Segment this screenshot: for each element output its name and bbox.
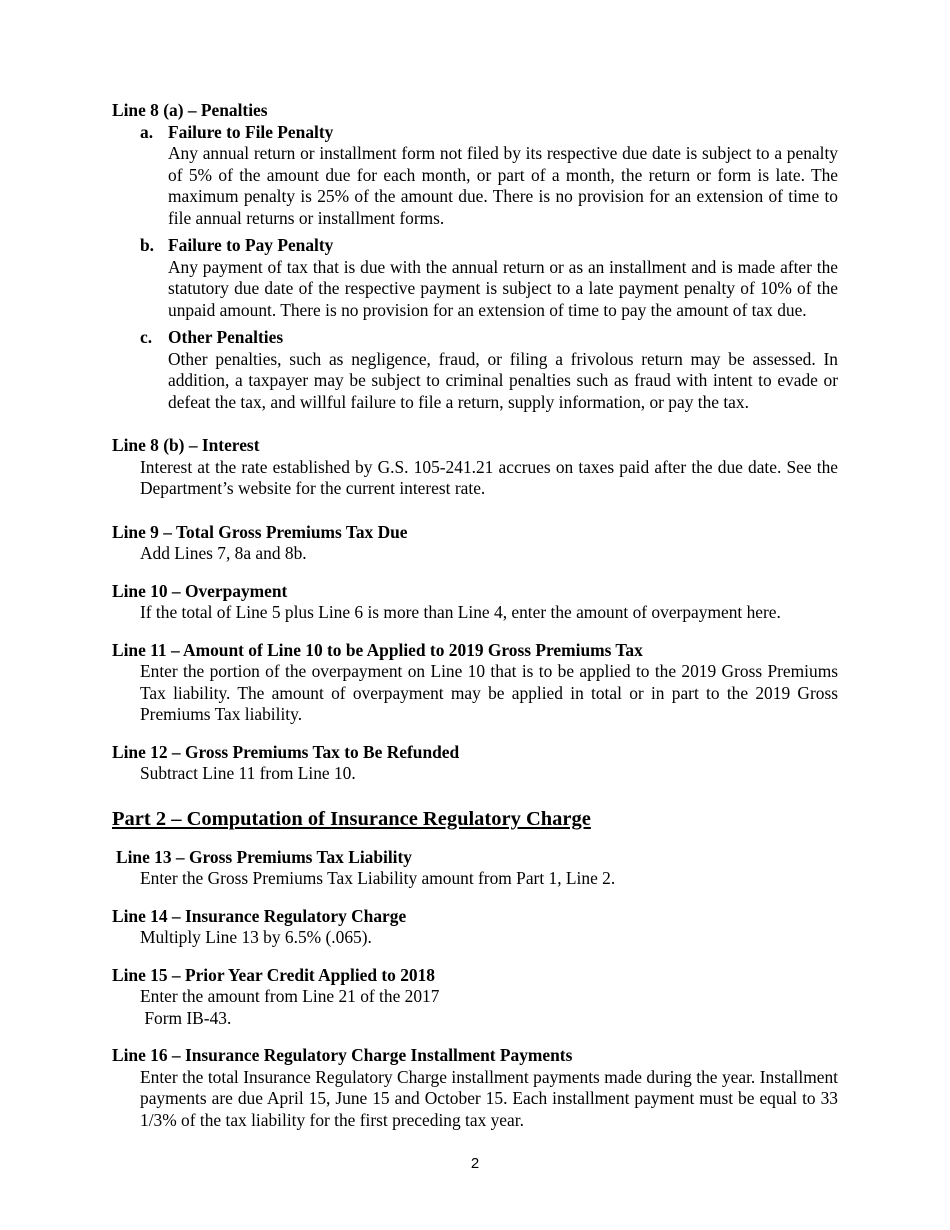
line-10-heading: Line 10 – Overpayment [112,580,288,601]
penalty-item-text: Any annual return or installment form not filed by its respective due date is subject to a penalty of 5% of the amount due for each month, or part of a month, the return or form is late. The maximum penalty is 25% of the amount due. There is no provision for an extension of time to file annual returns or installment forms. [168,143,838,228]
line-15-heading: Line 15 – Prior Year Credit Applied to 2018 [112,964,436,985]
line-8b-text: Interest at the rate established by G.S. 105-241.21 accrues on taxes paid after the due date. See the Department’s website for the current interest rate. [140,456,838,498]
part-2-heading: Part 2 – Computation of Insurance Regulatory Charge [112,807,591,830]
line-15-text-1: Enter the amount from Line 21 of the 2017 [140,986,440,1006]
section-line-16 [112,1045,838,1131]
section-line-11 [112,640,838,726]
line-8a-heading: Line 8 (a) – Penalties [112,100,268,120]
line-9-heading: Line 9 – Total Gross Premiums Tax Due [112,521,408,542]
line-8b-heading: Line 8 (b) – Interest [112,435,260,455]
penalty-item-title: Other Penalties [168,327,284,347]
line-9-text: Add Lines 7, 8a and 8b. [140,543,307,563]
penalty-item-failure-to-file [140,122,838,230]
line-13-heading: Line 13 – Gross Premiums Tax Liability [116,846,413,867]
page-number: 2 [470,1155,480,1172]
section-line-12 [112,742,838,785]
penalty-item-other [140,327,838,413]
line-12-text: Subtract Line 11 from Line 10. [140,763,356,783]
penalty-item-title: Failure to Pay Penalty [168,235,334,255]
line-14-text: Multiply Line 13 by 6.5% (.065). [140,927,372,947]
section-line-13 [112,847,838,890]
penalty-item-letter: c. [140,327,153,347]
penalty-item-text: Any payment of tax that is due with the annual return or as an installment and is made after the statutory due date of the respective payment is subject to a late payment penalty of 10% of the unpaid amount. There is no provision for an extension of time to pay the amount of tax due. [168,256,838,320]
line-16-text: Enter the total Insurance Regulatory Charge installment payments made during the year. Installment payments are due April 15, June 15 and October 15. Each installment payment must be equal to 33 1/3% of the tax liability for the first preceding tax year. [140,1066,838,1130]
line-10-text: If the total of Line 5 plus Line 6 is more than Line 4, enter the amount of overpayment here. [140,602,781,622]
line-11-text: Enter the portion of the overpayment on Line 10 that is to be applied to the 2019 Gross Premiums Tax liability. The amount of overpayment may be applied in total or in part to the 2019 Gross Premiums Tax liability. [140,661,838,724]
section-line-8a [112,100,838,413]
line-16-heading: Line 16 – Insurance Regulatory Charge Installment Payments [112,1045,573,1065]
penalty-item-letter: a. [140,121,154,142]
line-14-heading: Line 14 – Insurance Regulatory Charge [112,905,407,926]
penalty-item-title: Failure to File Penalty [168,121,334,142]
section-line-14 [112,906,838,949]
line-13-text: Enter the Gross Premiums Tax Liability amount from Part 1, Line 2. [140,868,616,888]
line-15-text-2: Form IB-43. [140,1007,232,1028]
section-line-9 [112,522,838,565]
penalty-item-failure-to-pay [140,235,838,321]
penalty-item-letter: b. [140,235,155,255]
line-11-heading: Line 11 – Amount of Line 10 to be Applied to 2019 Gross Premiums Tax [112,639,643,660]
section-line-15 [112,965,838,1030]
section-line-10 [112,581,838,624]
penalty-item-text: Other penalties, such as negligence, fraud, or filing a frivolous return may be assessed. In addition, a taxpayer may be subject to criminal penalties such as fraud with intent to evade or defeat the tax, and willful failure to file a return, supply information, or pay the tax. [168,348,838,412]
section-line-8b [112,435,838,500]
line-12-heading: Line 12 – Gross Premiums Tax to Be Refunded [112,741,460,762]
document-page [112,100,838,1131]
